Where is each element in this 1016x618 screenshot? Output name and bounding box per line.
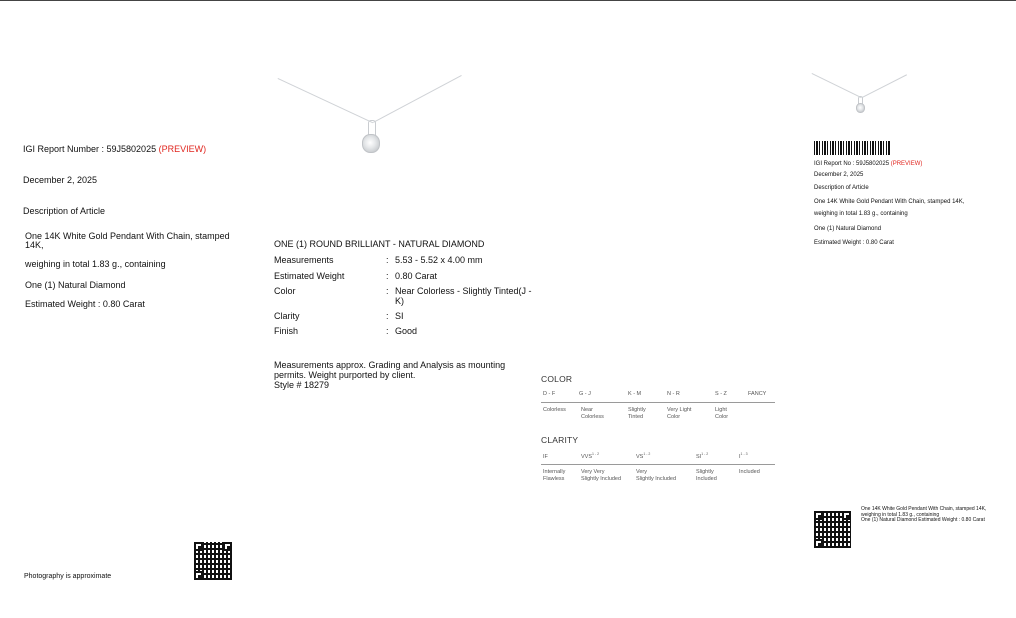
- clarity-scale-rule: [541, 464, 775, 465]
- report-date: December 2, 2025: [23, 175, 98, 185]
- spec-label: Measurements: [274, 255, 334, 265]
- comment-line-2: permits. Weight purported by client.: [274, 370, 416, 380]
- description-line-3: One (1) Natural Diamond: [25, 280, 126, 290]
- right-description-line-2: weighing in total 1.83 g., containing: [814, 211, 908, 217]
- color-desc: Colorless: [543, 407, 566, 413]
- clarity-grade: VVS$^{1 - 2}$: [581, 452, 600, 460]
- comment-line-3: Style # 18279: [274, 380, 330, 390]
- spec-label: Finish: [274, 326, 299, 336]
- color-scale-title: COLOR: [541, 374, 573, 384]
- clarity-scale: [541, 435, 776, 485]
- spec-colon: :: [386, 271, 389, 281]
- right-description-line-1: One 14K White Gold Pendant With Chain, stamped 14K,: [814, 199, 965, 205]
- spec-value: SI: [395, 311, 404, 321]
- description-line-4: Estimated Weight : 0.80 Carat: [25, 299, 145, 309]
- clarity-desc: Internally Flawless: [543, 469, 566, 482]
- clarity-scale-title: CLARITY: [541, 435, 579, 445]
- photography-note: Photography is approximate: [24, 573, 112, 580]
- color-desc: Near Colorless: [581, 407, 604, 420]
- right-description-line-3: One (1) Natural Diamond: [814, 226, 882, 232]
- qr-code-icon: [194, 542, 232, 580]
- right-preview-tag: (PREVIEW): [890, 161, 923, 167]
- color-grade: FANCY: [748, 391, 767, 397]
- spec-colon: :: [386, 311, 389, 321]
- clarity-grade: VS$^{1 - 2}$: [636, 452, 651, 460]
- qr-caption-line-1: One 14K White Gold Pendant With Chain, stamped 14K,: [861, 506, 987, 512]
- right-description-heading: Description of Article: [814, 185, 869, 191]
- right-description-line-4: Estimated Weight : 0.80 Carat: [814, 240, 894, 246]
- necklace-thumbnail-icon: [806, 68, 916, 118]
- report-number-label: IGI Report Number : 59J5802025: [23, 144, 157, 154]
- clarity-desc: Included: [739, 469, 760, 475]
- color-desc: Very Light Color: [667, 407, 692, 420]
- spec-colon: :: [386, 286, 389, 296]
- qr-code-icon: [814, 511, 851, 548]
- spec-colon: :: [386, 326, 389, 336]
- comments: [274, 360, 505, 390]
- color-scale: [541, 374, 776, 424]
- qr-caption-line-3: One (1) Natural Diamond Estimated Weight : 0.80 Carat: [861, 517, 985, 523]
- clarity-grade: IF: [543, 453, 548, 460]
- clarity-desc: Slightly Included: [696, 469, 717, 482]
- spec-value: 0.80 Carat: [395, 271, 438, 281]
- spec-colon: :: [386, 255, 389, 265]
- color-grade: N - R: [667, 391, 680, 397]
- spec-label: Color: [274, 286, 296, 296]
- qr-caption: [861, 507, 986, 524]
- color-desc: Light Color: [715, 407, 729, 420]
- clarity-grade: SI$^{1 - 2}$: [696, 452, 709, 460]
- clarity-desc: Very Slightly Included: [636, 469, 677, 482]
- spec-value: Good: [395, 326, 418, 336]
- description-line-1: One 14K White Gold Pendant With Chain, stamped 14K,: [25, 231, 230, 250]
- spec-value: 5.53 - 5.52 x 4.00 mm: [395, 255, 483, 265]
- spec-value: Near Colorless - Slightly Tinted(J - K): [395, 286, 532, 306]
- color-scale-rule: [541, 402, 775, 403]
- color-grade: S - Z: [715, 391, 727, 397]
- spec-label: Estimated Weight: [274, 271, 345, 281]
- clarity-desc: Very Very Slightly Included: [581, 469, 622, 482]
- barcode-icon: [814, 141, 890, 155]
- description-line-2: weighing in total 1.83 g., containing: [25, 259, 166, 269]
- color-grade: G - J: [579, 391, 591, 397]
- description-heading: Description of Article: [23, 206, 106, 216]
- right-report-date: December 2, 2025: [814, 172, 864, 178]
- preview-tag: (PREVIEW): [158, 144, 207, 154]
- top-border: [0, 0, 1016, 1]
- spec-label: Clarity: [274, 311, 300, 321]
- comment-line-1: Measurements approx. Grading and Analysis as mounting: [274, 360, 506, 370]
- color-grade: D - F: [543, 391, 556, 397]
- diamond-heading: ONE (1) ROUND BRILLIANT - NATURAL DIAMOND: [274, 239, 485, 249]
- clarity-grade: $I^{1 - 3}$: [739, 452, 748, 460]
- necklace-photo-icon: [270, 68, 470, 168]
- color-grade: K - M: [628, 391, 642, 397]
- qr-caption-line-2: weighing in total 1.83 g., containing: [861, 511, 940, 518]
- report-number: [23, 144, 206, 154]
- right-report-label: IGI Report No : 59J5802025: [814, 161, 890, 167]
- color-desc: Slightly Tinted: [628, 407, 646, 420]
- right-report-number: [814, 161, 922, 167]
